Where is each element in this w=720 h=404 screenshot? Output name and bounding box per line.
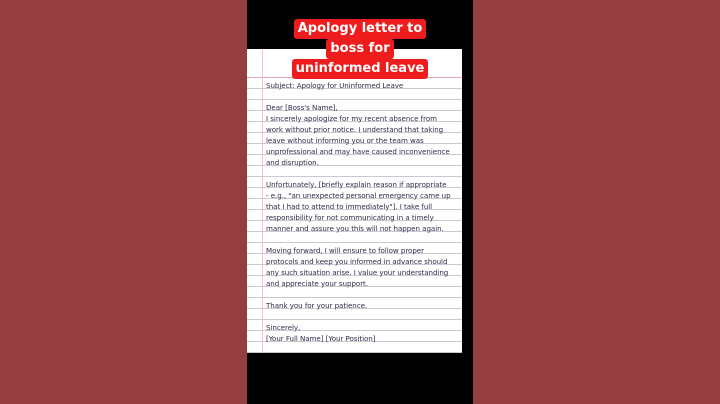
letter-line: protocols and keep you informed in advance should bbox=[266, 257, 448, 266]
notebook-paper bbox=[247, 49, 462, 353]
title-badge bbox=[247, 19, 473, 79]
letter-line: and appreciate your support. bbox=[266, 279, 368, 288]
letter-closing-thanks: Thank you for your patience. bbox=[266, 301, 368, 310]
margin-line bbox=[262, 49, 263, 353]
letter-signature: [Your Full Name] [Your Position] bbox=[266, 334, 376, 343]
letter-line: - e.g., "an unexpected personal emergency came up bbox=[266, 191, 451, 200]
letter-salutation: Dear [Boss's Name], bbox=[266, 103, 338, 112]
letter-line bbox=[266, 91, 456, 102]
letter-body bbox=[266, 80, 456, 344]
video-frame bbox=[247, 0, 473, 404]
letter-signoff: Sincerely, bbox=[266, 323, 301, 332]
letter-subject: Subject: Apology for Uninformed Leave bbox=[266, 81, 404, 90]
letter-line: leave without informing you or the team was bbox=[266, 136, 424, 145]
letter-line: that I had to attend to immediately"]. I take full bbox=[266, 202, 433, 211]
letter-line: Unfortunately, [briefly explain reason if appropriate bbox=[266, 180, 447, 189]
letter-line bbox=[266, 168, 456, 179]
letter-line: Moving forward, I will ensure to follow proper bbox=[266, 246, 424, 255]
letter-line: responsibility for not communicating in a timely bbox=[266, 213, 434, 222]
letter-line: unprofessional and may have caused inconvenience bbox=[266, 147, 450, 156]
letter-line: any such situation arise. I value your understanding bbox=[266, 268, 449, 277]
letter-line bbox=[266, 234, 456, 245]
letter-line: and disruption. bbox=[266, 158, 319, 167]
letter-line: manner and assure you this will not happen again. bbox=[266, 224, 444, 233]
letter-line bbox=[266, 289, 456, 300]
title-line: Apology letter to bbox=[294, 19, 427, 39]
letter-line: I sincerely apologize for my recent absence from bbox=[266, 114, 437, 123]
letter-line bbox=[266, 311, 456, 322]
letter-line: work without prior notice. I understand that taking bbox=[266, 125, 444, 134]
title-line: boss for bbox=[326, 39, 393, 59]
title-line: uninformed leave bbox=[292, 59, 429, 79]
